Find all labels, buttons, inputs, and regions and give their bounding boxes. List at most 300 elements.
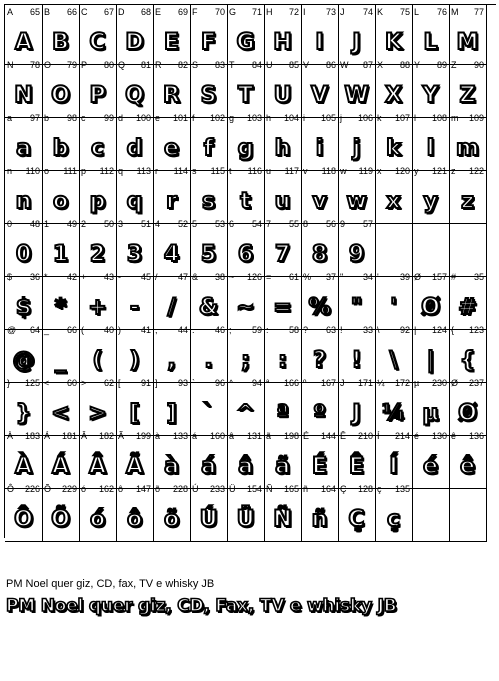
glyph-code-label: 112 bbox=[99, 166, 114, 176]
glyph-header bbox=[44, 272, 77, 283]
glyph-cell bbox=[449, 5, 487, 65]
glyph-header bbox=[266, 7, 299, 18]
glyph-char-label: Ã bbox=[118, 431, 125, 441]
glyph-cell bbox=[42, 270, 80, 330]
glyph-cell bbox=[79, 58, 117, 118]
glyph-code-label: 96 bbox=[214, 378, 225, 388]
glyph-header bbox=[340, 484, 373, 495]
glyph-code-label: 81 bbox=[140, 60, 151, 70]
glyph-code-label: 66 bbox=[66, 7, 77, 17]
glyph-cell bbox=[42, 58, 80, 118]
glyph-cell bbox=[301, 5, 339, 65]
glyph-char-label: f bbox=[192, 113, 195, 123]
glyph-code-label: 124 bbox=[431, 325, 447, 335]
glyph-code-label: 121 bbox=[431, 166, 447, 176]
glyph-cell bbox=[153, 270, 191, 330]
glyph-preview: ? bbox=[313, 347, 326, 373]
glyph-cell bbox=[338, 164, 376, 224]
glyph-preview: Q bbox=[125, 82, 144, 108]
glyph-preview: S bbox=[200, 82, 217, 108]
glyph-preview: ô bbox=[126, 506, 143, 532]
glyph-preview: r bbox=[166, 188, 177, 214]
glyph-cell bbox=[449, 270, 487, 330]
glyph-header bbox=[377, 60, 410, 71]
glyph-char-label: Ç bbox=[340, 484, 347, 494]
glyph-char-label: W bbox=[340, 60, 349, 70]
glyph-preview: u bbox=[274, 188, 291, 214]
glyph-preview: 7 bbox=[274, 241, 291, 267]
glyph-char-label: J bbox=[340, 7, 345, 17]
glyph-preview: _ bbox=[55, 347, 66, 373]
glyph-code-label: 69 bbox=[177, 7, 188, 17]
glyph-preview: # bbox=[458, 294, 477, 320]
glyph-cell bbox=[116, 217, 154, 277]
glyph-code-label: 70 bbox=[214, 7, 225, 17]
glyph-char-label: ó bbox=[81, 484, 87, 494]
glyph-header bbox=[377, 113, 410, 124]
glyph-char-label: V bbox=[303, 60, 310, 70]
glyph-cell bbox=[227, 5, 265, 65]
glyph-header bbox=[340, 113, 373, 124]
glyph-cell bbox=[153, 429, 191, 489]
glyph-header bbox=[451, 325, 484, 336]
glyph-preview: D bbox=[125, 29, 144, 55]
glyph-cell bbox=[301, 429, 339, 489]
glyph-char-label: o bbox=[44, 166, 50, 176]
glyph-header bbox=[303, 219, 336, 230]
glyph-cell bbox=[116, 5, 154, 65]
glyph-code-label: 91 bbox=[140, 378, 151, 388]
glyph-cell bbox=[338, 58, 376, 118]
glyph-code-label: 92 bbox=[399, 325, 410, 335]
glyph-char-label: Á bbox=[44, 431, 51, 441]
glyph-code-label: 113 bbox=[136, 166, 151, 176]
glyph-header bbox=[118, 60, 151, 71]
glyph-char-label: 0 bbox=[7, 219, 13, 229]
glyph-cell bbox=[412, 58, 450, 118]
glyph-header bbox=[81, 60, 114, 71]
glyph-char-label: 4 bbox=[155, 219, 161, 229]
glyph-char-label: I bbox=[303, 7, 306, 17]
glyph-header bbox=[229, 325, 262, 336]
glyph-preview: & bbox=[198, 294, 219, 320]
glyph-cell bbox=[5, 58, 43, 118]
glyph-code-label: 130 bbox=[431, 431, 447, 441]
glyph-preview: ã bbox=[275, 453, 290, 479]
glyph-preview: Ñ bbox=[273, 506, 292, 532]
glyph-header bbox=[266, 325, 299, 336]
glyph-cell bbox=[190, 217, 228, 277]
glyph-cell bbox=[412, 164, 450, 224]
glyph-preview: a bbox=[16, 135, 31, 161]
glyph-header bbox=[155, 431, 188, 442]
glyph-char-label: c bbox=[81, 113, 86, 123]
glyph-cell bbox=[301, 111, 339, 171]
glyph-char-label: | bbox=[414, 325, 417, 335]
glyph-cell bbox=[264, 429, 302, 489]
glyph-header bbox=[377, 378, 410, 389]
glyph-code-label: 40 bbox=[103, 325, 114, 335]
glyph-preview: \ bbox=[389, 347, 398, 373]
glyph-char-label: m bbox=[451, 113, 459, 123]
glyph-code-label: 166 bbox=[283, 378, 299, 388]
glyph-char-label: ; bbox=[229, 325, 232, 335]
glyph-preview: V bbox=[310, 82, 329, 108]
glyph-char-label: i bbox=[303, 113, 305, 123]
glyph-header bbox=[155, 60, 188, 71]
glyph-code-label: 64 bbox=[29, 325, 40, 335]
glyph-cell bbox=[79, 429, 117, 489]
glyph-cell bbox=[5, 429, 43, 489]
glyph-char-label: ã bbox=[266, 431, 272, 441]
glyph-preview: L bbox=[423, 29, 438, 55]
glyph-char-label: G bbox=[229, 7, 237, 17]
glyph-char-label: N bbox=[7, 60, 14, 70]
glyph-preview: Ú bbox=[199, 506, 218, 532]
glyph-header bbox=[377, 166, 410, 177]
glyph-preview: é bbox=[423, 453, 438, 479]
glyph-header bbox=[229, 484, 262, 495]
glyph-char-label: 2 bbox=[81, 219, 87, 229]
glyph-header bbox=[377, 325, 410, 336]
glyph-char-label: , bbox=[155, 325, 158, 335]
glyph-header bbox=[266, 166, 299, 177]
glyph-code-label: 53 bbox=[214, 219, 225, 229]
glyph-cell bbox=[375, 164, 413, 224]
glyph-cell bbox=[42, 111, 80, 171]
glyph-char-label: ? bbox=[303, 325, 309, 335]
glyph-cell bbox=[5, 482, 43, 542]
glyph-header bbox=[118, 166, 151, 177]
glyph-cell bbox=[190, 58, 228, 118]
glyph-cell bbox=[79, 323, 117, 383]
glyph-header bbox=[266, 60, 299, 71]
glyph-header bbox=[303, 272, 336, 283]
glyph-cell bbox=[375, 376, 413, 436]
glyph-header bbox=[155, 484, 188, 495]
glyph-code-label: 114 bbox=[173, 166, 188, 176]
glyph-code-label: 120 bbox=[394, 166, 410, 176]
glyph-header bbox=[81, 431, 114, 442]
glyph-preview: c bbox=[90, 135, 105, 161]
glyph-char-label: & bbox=[192, 272, 199, 282]
glyph-header bbox=[44, 325, 77, 336]
glyph-header bbox=[303, 484, 336, 495]
sample-text-font-preview: PM Noel quer giz, CD, Fax, TV e whisky JB bbox=[6, 596, 397, 616]
glyph-cell bbox=[42, 429, 80, 489]
glyph-preview: ç bbox=[386, 506, 401, 532]
glyph-preview: õ bbox=[163, 506, 180, 532]
glyph-preview: H bbox=[273, 29, 292, 55]
glyph-code-label: 119 bbox=[358, 166, 373, 176]
glyph-header bbox=[81, 7, 114, 18]
glyph-char-label: F bbox=[192, 7, 198, 17]
glyph-preview: Ø bbox=[421, 294, 440, 320]
glyph-code-label: 102 bbox=[209, 113, 225, 123]
glyph-code-label: 90 bbox=[473, 60, 484, 70]
glyph-char-label: B bbox=[44, 7, 51, 17]
glyph-char-label: + bbox=[81, 272, 87, 282]
glyph-header bbox=[44, 60, 77, 71]
glyph-cell bbox=[42, 376, 80, 436]
glyph-cell bbox=[412, 429, 450, 489]
glyph-char-label: Ü bbox=[229, 484, 236, 494]
glyph-header bbox=[7, 60, 40, 71]
glyph-header bbox=[414, 431, 447, 442]
glyph-preview: Ê bbox=[348, 453, 365, 479]
glyph-char-label: ` bbox=[192, 378, 195, 388]
glyph-cell bbox=[153, 58, 191, 118]
glyph-char-label: t bbox=[229, 166, 232, 176]
glyph-char-label: 6 bbox=[229, 219, 235, 229]
glyph-code-label: 54 bbox=[251, 219, 262, 229]
glyph-header bbox=[81, 219, 114, 230]
glyph-cell bbox=[42, 217, 80, 277]
glyph-code-label: 62 bbox=[103, 378, 114, 388]
glyph-preview: J bbox=[352, 400, 361, 426]
glyph-header bbox=[229, 378, 262, 389]
glyph-header bbox=[414, 7, 447, 18]
glyph-preview: P bbox=[89, 82, 106, 108]
glyph-header bbox=[118, 113, 151, 124]
glyph-code-label: 210 bbox=[357, 431, 373, 441]
glyph-cell bbox=[338, 482, 376, 542]
glyph-header bbox=[192, 378, 225, 389]
glyph-char-label: % bbox=[303, 272, 312, 282]
glyph-char-label: U bbox=[266, 60, 273, 70]
glyph-preview: " bbox=[350, 294, 363, 320]
glyph-cell bbox=[190, 323, 228, 383]
glyph-header bbox=[451, 113, 484, 124]
glyph-preview: W bbox=[344, 82, 369, 108]
glyph-cell bbox=[190, 376, 228, 436]
glyph-preview: C bbox=[89, 29, 106, 55]
glyph-code-label: 42 bbox=[66, 272, 77, 282]
glyph-preview: l bbox=[426, 135, 435, 161]
glyph-char-label: h bbox=[266, 113, 272, 123]
glyph-header bbox=[81, 166, 114, 177]
glyph-code-label: 198 bbox=[283, 431, 299, 441]
glyph-code-label: 46 bbox=[214, 325, 225, 335]
glyph-code-label: 181 bbox=[61, 431, 77, 441]
glyph-preview: O bbox=[51, 82, 70, 108]
glyph-cell bbox=[264, 111, 302, 171]
glyph-preview: É bbox=[311, 453, 328, 479]
glyph-cell bbox=[375, 482, 413, 542]
glyph-header bbox=[192, 7, 225, 18]
glyph-header bbox=[118, 484, 151, 495]
glyph-preview: e bbox=[164, 135, 179, 161]
glyph-char-label: é bbox=[414, 431, 420, 441]
glyph-char-label: ç bbox=[377, 484, 382, 494]
glyph-cell bbox=[116, 482, 154, 542]
glyph-header bbox=[451, 272, 484, 283]
glyph-char-label: n bbox=[7, 166, 13, 176]
glyph-char-label: X bbox=[377, 60, 384, 70]
glyph-preview: p bbox=[89, 188, 106, 214]
glyph-preview: 6 bbox=[237, 241, 254, 267]
glyph-cell bbox=[227, 429, 265, 489]
glyph-header bbox=[266, 378, 299, 389]
glyph-preview: . bbox=[204, 347, 213, 373]
glyph-header bbox=[81, 325, 114, 336]
glyph-cell bbox=[190, 111, 228, 171]
glyph-cell bbox=[338, 5, 376, 65]
glyph-header bbox=[192, 272, 225, 283]
glyph-preview: [ bbox=[129, 400, 140, 426]
glyph-cell bbox=[301, 164, 339, 224]
glyph-preview: Â bbox=[88, 453, 107, 479]
glyph-cell bbox=[79, 5, 117, 65]
glyph-code-label: 128 bbox=[357, 484, 373, 494]
empty-cell bbox=[449, 217, 487, 277]
glyph-code-label: 160 bbox=[209, 431, 225, 441]
glyph-cell bbox=[153, 323, 191, 383]
glyph-header bbox=[7, 484, 40, 495]
glyph-code-label: 85 bbox=[288, 60, 299, 70]
glyph-code-label: 88 bbox=[399, 60, 410, 70]
glyph-header bbox=[303, 7, 336, 18]
sample-text-plain: PM Noel quer giz, CD, fax, TV e whisky JB bbox=[6, 578, 215, 590]
glyph-char-label: j bbox=[340, 113, 342, 123]
glyph-preview: > bbox=[88, 400, 107, 426]
glyph-cell bbox=[264, 217, 302, 277]
glyph-char-label: $ bbox=[7, 272, 13, 282]
glyph-code-label: 126 bbox=[246, 272, 262, 282]
glyph-cell bbox=[79, 482, 117, 542]
glyph-preview: 0 bbox=[15, 241, 32, 267]
glyph-preview: - bbox=[129, 294, 140, 320]
glyph-char-label: Ø bbox=[414, 272, 422, 282]
glyph-char-label: " bbox=[340, 272, 344, 282]
glyph-header bbox=[155, 378, 188, 389]
glyph-cell bbox=[449, 58, 487, 118]
glyph-header bbox=[192, 113, 225, 124]
glyph-code-label: 45 bbox=[140, 272, 151, 282]
glyph-preview: Õ bbox=[51, 506, 70, 532]
glyph-preview: Ü bbox=[236, 506, 255, 532]
glyph-preview: ! bbox=[351, 347, 362, 373]
glyph-preview: À bbox=[14, 453, 33, 479]
glyph-preview: | bbox=[426, 347, 435, 373]
glyph-char-label: = bbox=[266, 272, 272, 282]
glyph-cell bbox=[449, 111, 487, 171]
glyph-cell bbox=[264, 5, 302, 65]
glyph-char-label: * bbox=[44, 272, 48, 282]
glyph-preview: ' bbox=[390, 294, 397, 320]
glyph-char-label: # bbox=[451, 272, 457, 282]
glyph-char-label: r bbox=[155, 166, 158, 176]
glyph-header bbox=[155, 325, 188, 336]
glyph-code-label: 57 bbox=[362, 219, 373, 229]
glyph-preview: X bbox=[385, 82, 402, 108]
glyph-header bbox=[229, 166, 262, 177]
glyph-preview: % bbox=[308, 294, 331, 320]
glyph-preview: 2 bbox=[89, 241, 106, 267]
glyph-code-label: 33 bbox=[362, 325, 373, 335]
glyph-char-label: Ô bbox=[7, 484, 15, 494]
glyph-cell bbox=[301, 323, 339, 383]
glyph-header bbox=[44, 378, 77, 389]
glyph-char-label: Â bbox=[81, 431, 88, 441]
glyph-char-label: < bbox=[44, 378, 50, 388]
glyph-char-label: K bbox=[377, 7, 384, 17]
glyph-char-label: â bbox=[229, 431, 235, 441]
glyph-cell bbox=[264, 323, 302, 383]
glyph-cell bbox=[227, 58, 265, 118]
glyph-preview: º bbox=[313, 400, 326, 426]
glyph-header bbox=[266, 484, 299, 495]
glyph-char-label: } bbox=[7, 378, 11, 388]
glyph-preview: s bbox=[201, 188, 216, 214]
glyph-preview: = bbox=[273, 294, 292, 320]
glyph-char-label: x bbox=[377, 166, 382, 176]
glyph-cell bbox=[42, 323, 80, 383]
glyph-code-label: 49 bbox=[66, 219, 77, 229]
glyph-char-label: ê bbox=[451, 431, 457, 441]
glyph-code-label: 63 bbox=[325, 325, 336, 335]
glyph-code-label: 65 bbox=[29, 7, 40, 17]
glyph-cell bbox=[227, 164, 265, 224]
glyph-cell bbox=[412, 111, 450, 171]
glyph-preview: ñ bbox=[311, 506, 328, 532]
glyph-header bbox=[118, 325, 151, 336]
glyph-header bbox=[44, 166, 77, 177]
glyph-header bbox=[155, 272, 188, 283]
glyph-code-label: 108 bbox=[431, 113, 447, 123]
glyph-cell bbox=[79, 270, 117, 330]
glyph-code-label: 58 bbox=[288, 325, 299, 335]
glyph-char-label: ñ bbox=[303, 484, 309, 494]
glyph-header bbox=[44, 113, 77, 124]
glyph-header bbox=[303, 60, 336, 71]
glyph-cell bbox=[338, 429, 376, 489]
glyph-header bbox=[192, 60, 225, 71]
glyph-preview: , bbox=[167, 347, 176, 373]
glyph-code-label: 98 bbox=[66, 113, 77, 123]
glyph-header bbox=[229, 60, 262, 71]
glyph-header bbox=[44, 219, 77, 230]
glyph-header bbox=[377, 7, 410, 18]
glyph-char-label: ) bbox=[118, 325, 121, 335]
glyph-header bbox=[229, 113, 262, 124]
glyph-cell bbox=[116, 164, 154, 224]
glyph-code-label: 76 bbox=[436, 7, 447, 17]
glyph-code-label: 115 bbox=[210, 166, 225, 176]
glyph-cell bbox=[5, 376, 43, 436]
glyph-header bbox=[155, 219, 188, 230]
glyph-code-label: 66 bbox=[66, 325, 77, 335]
glyph-preview: Ø bbox=[458, 400, 477, 426]
glyph-code-label: 183 bbox=[24, 431, 40, 441]
glyph-code-label: 74 bbox=[362, 7, 373, 17]
character-map-grid bbox=[4, 4, 496, 538]
glyph-char-label: L bbox=[414, 7, 420, 17]
glyph-cell bbox=[227, 482, 265, 542]
glyph-preview: f bbox=[203, 135, 214, 161]
glyph-preview: : bbox=[278, 347, 287, 373]
glyph-cell bbox=[5, 217, 43, 277]
glyph-header bbox=[7, 166, 40, 177]
glyph-preview: T bbox=[237, 82, 253, 108]
glyph-cell bbox=[116, 58, 154, 118]
glyph-preview: Ã bbox=[125, 453, 144, 479]
glyph-char-label: ' bbox=[377, 272, 379, 282]
glyph-code-label: 165 bbox=[283, 484, 299, 494]
glyph-char-label: ! bbox=[340, 325, 343, 335]
glyph-preview: ` bbox=[203, 400, 214, 426]
glyph-cell bbox=[412, 376, 450, 436]
